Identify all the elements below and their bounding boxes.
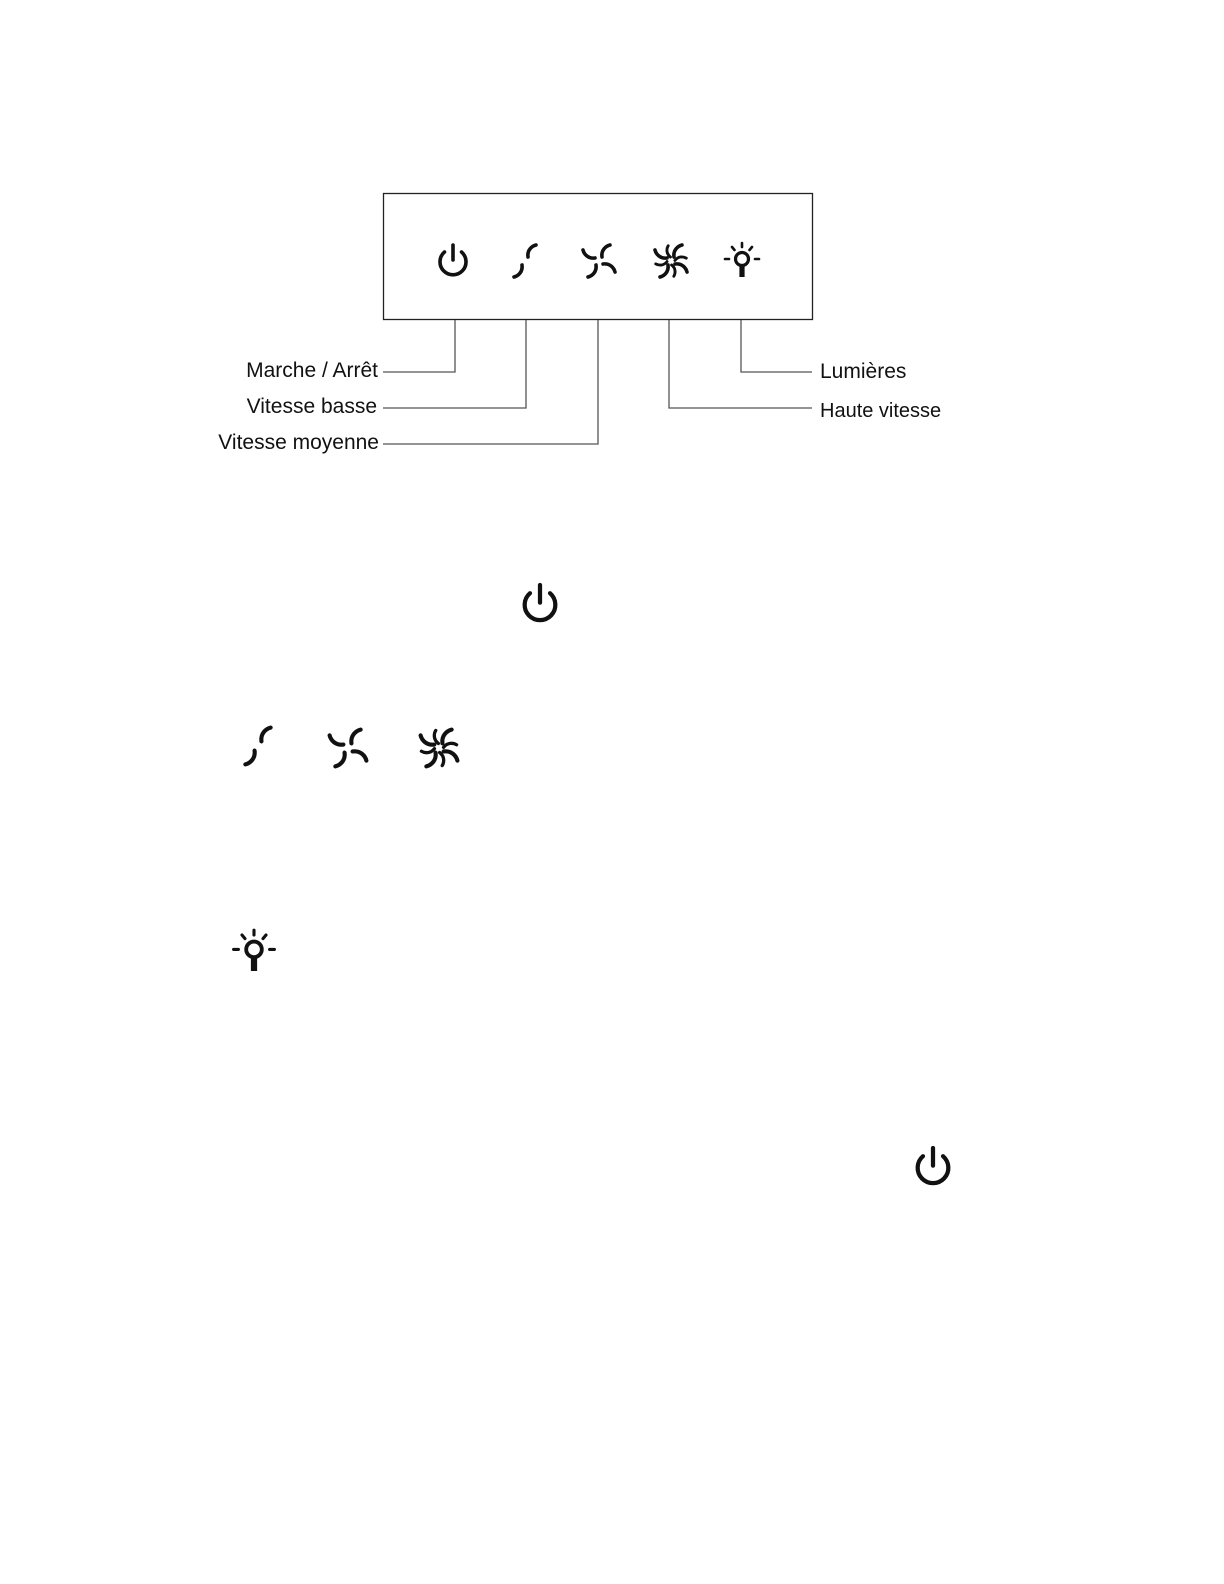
low-speed-label: Vitesse basse bbox=[246, 395, 377, 418]
medium-speed-leader-line bbox=[383, 320, 598, 444]
high-speed-label: Haute vitesse bbox=[820, 400, 942, 422]
light-icon bbox=[725, 243, 759, 277]
low-speed-button[interactable] bbox=[514, 245, 536, 277]
power-icon bbox=[525, 585, 556, 620]
power-label: Marche / Arrêt bbox=[246, 359, 378, 382]
lights-leader-line bbox=[741, 320, 812, 372]
power-leader-line bbox=[383, 320, 455, 372]
fan-low-icon bbox=[514, 245, 536, 277]
fan-medium-icon bbox=[583, 245, 615, 277]
fan-high-icon bbox=[655, 245, 687, 277]
fan-high-icon bbox=[421, 730, 458, 767]
fan-low-icon bbox=[245, 728, 270, 765]
fan-medium-icon bbox=[330, 730, 367, 767]
power-icon bbox=[918, 1148, 949, 1183]
medium-speed-button[interactable] bbox=[583, 245, 615, 277]
lights-label: Lumières bbox=[820, 360, 907, 383]
lights-button[interactable] bbox=[725, 243, 759, 277]
high-speed-button[interactable] bbox=[655, 245, 687, 277]
light-icon bbox=[234, 930, 275, 971]
power-icon bbox=[440, 245, 466, 275]
medium-speed-label: Vitesse moyenne bbox=[218, 431, 379, 454]
power-button[interactable] bbox=[440, 245, 466, 275]
